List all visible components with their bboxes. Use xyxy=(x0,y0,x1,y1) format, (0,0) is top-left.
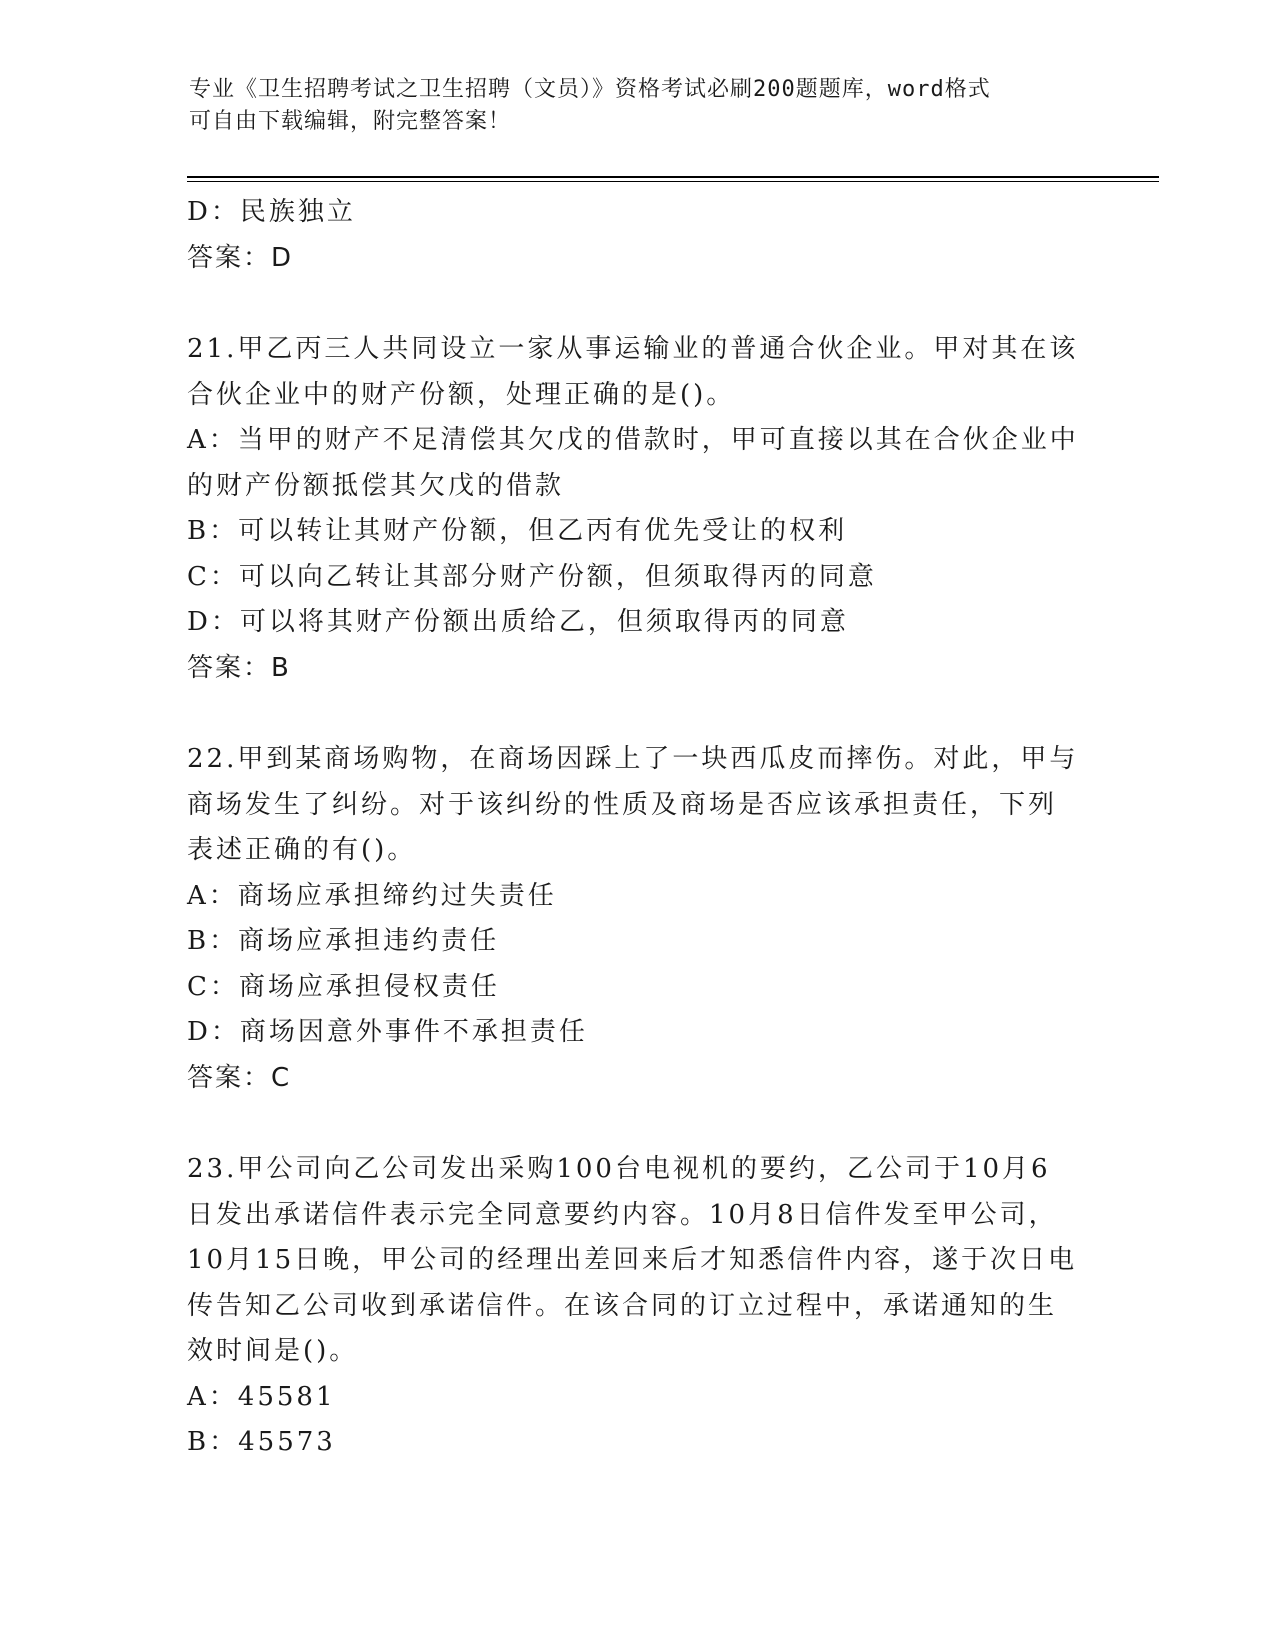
q21-option-c: C：可以向乙转让其部分财产份额，但须取得丙的同意 xyxy=(187,561,877,592)
header-line-2: 可自由下载编辑，附完整答案！ xyxy=(189,109,512,134)
q22-stem-line-1: 22.甲到某商场购物，在商场因踩上了一块西瓜皮而摔伤。对此，甲与 xyxy=(187,744,1079,774)
document-header xyxy=(189,74,1089,138)
q22-stem-line-3: 表述正确的有()。 xyxy=(187,835,417,865)
q23-option-a: A：45581 xyxy=(187,1381,336,1412)
q22-option-d: D：商场因意外事件不承担责任 xyxy=(187,1017,588,1047)
q22-option-a: A：商场应承担缔约过失责任 xyxy=(187,880,557,911)
q21-option-d: D：可以将其财产份额出质给乙，但须取得丙的同意 xyxy=(187,607,849,637)
question-22 xyxy=(187,737,1087,1101)
q22-option-c: C：商场应承担侵权责任 xyxy=(187,971,500,1002)
header-divider-thin xyxy=(187,181,1159,182)
header-divider-thick xyxy=(187,176,1159,178)
spacer xyxy=(187,281,1087,327)
q23-stem-line-3: 10月15日晚，甲公司的经理出差回来后才知悉信件内容，遂于次日电 xyxy=(187,1245,1078,1275)
q23-stem-line-5: 效时间是()。 xyxy=(187,1336,359,1366)
question-21 xyxy=(187,327,1087,691)
q23-stem-line-4: 传告知乙公司收到承诺信件。在该合同的订立过程中，承诺通知的生 xyxy=(187,1290,1058,1321)
q21-stem-line-2: 合伙企业中的财产份额，处理正确的是()。 xyxy=(187,379,736,410)
q22-option-b: B：商场应承担违约责任 xyxy=(187,926,500,956)
q23-stem-line-2: 日发出承诺信件表示完全同意要约内容。10月8日信件发至甲公司， xyxy=(187,1199,1058,1230)
document-body xyxy=(187,190,1087,1466)
prev-option-d: D：民族独立 xyxy=(187,197,356,227)
header-line-1: 专业《卫生招聘考试之卫生招聘（文员）》资格考试必刷200题题库，word格式 xyxy=(189,77,991,102)
q21-answer: 答案：B xyxy=(187,652,291,683)
q21-option-a-line-1: A：当甲的财产不足清偿其欠戊的借款时，甲可直接以其在合伙企业中 xyxy=(187,425,1079,455)
prev-answer: 答案：D xyxy=(187,242,294,273)
spacer xyxy=(187,1101,1087,1147)
q22-stem-line-2: 商场发生了纠纷。对于该纠纷的性质及商场是否应该承担责任，下列 xyxy=(187,789,1058,820)
q21-stem-line-1: 21.甲乙丙三人共同设立一家从事运输业的普通合伙企业。甲对其在该 xyxy=(187,334,1079,364)
question-23 xyxy=(187,1147,1087,1466)
q23-option-b: B：45573 xyxy=(187,1427,336,1457)
q23-stem-line-1: 23.甲公司向乙公司发出采购100台电视机的要约，乙公司于10月6 xyxy=(187,1154,1051,1184)
q21-option-a-line-2: 的财产份额抵偿其欠戊的借款 xyxy=(187,470,565,501)
q22-answer: 答案：C xyxy=(187,1062,292,1093)
spacer xyxy=(187,691,1087,737)
q21-option-b: B：可以转让其财产份额，但乙丙有优先受让的权利 xyxy=(187,516,848,546)
